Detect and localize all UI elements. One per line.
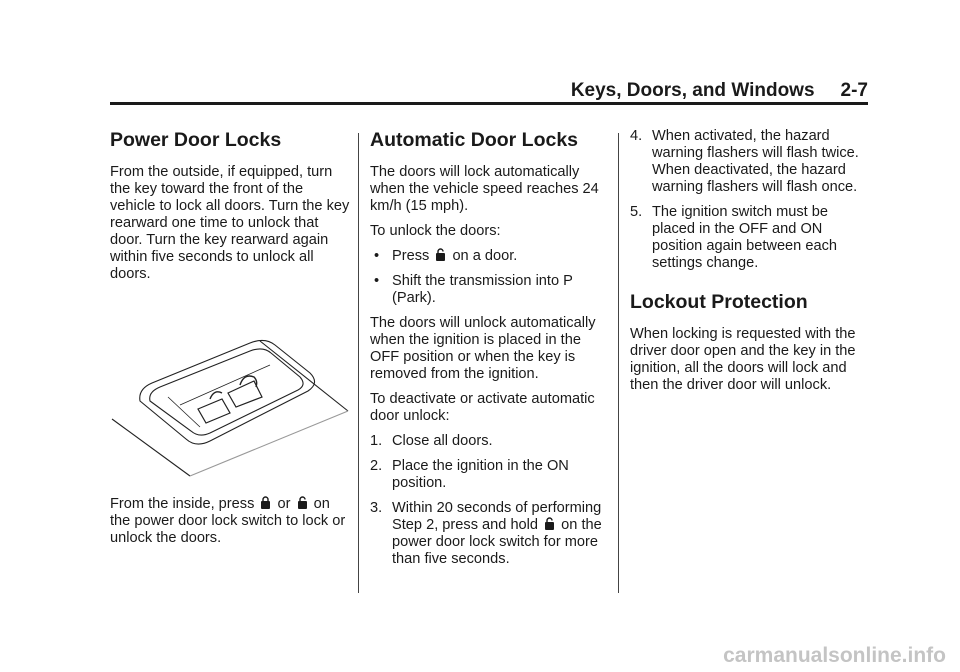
column-divider xyxy=(618,133,619,593)
list-item: 3. Within 20 seconds of performing Step 2, press and hold on the power door lock switch for more than five seconds. xyxy=(370,500,602,567)
door-lock-switch-illustration xyxy=(110,301,350,486)
list-item: • Shift the transmission into P (Park). xyxy=(374,273,573,306)
heading-power-door-locks: Power Door Locks xyxy=(110,129,282,151)
column-1 xyxy=(110,128,350,555)
list-item: 2. Place the ignition in the ON position. xyxy=(370,458,569,491)
column-3 xyxy=(630,128,870,402)
column-divider xyxy=(358,133,359,593)
paragraph: From the inside, press or on the power door lock switch to lock or unlock the doors. xyxy=(110,496,346,546)
header-rule xyxy=(110,102,868,105)
section-title: Keys, Doors, and Windows xyxy=(570,80,815,101)
heading-lockout-protection: Lockout Protection xyxy=(630,291,808,313)
lock-open-icon xyxy=(297,496,308,509)
paragraph: To unlock the doors: xyxy=(370,223,501,239)
list-item: 1. Close all doors. xyxy=(370,433,493,449)
paragraph: To deactivate or activate automatic door unlock: xyxy=(370,391,595,424)
paragraph: When locking is requested with the driver door open and the key in the ignition, all the doors will lock and then the driver door will unlock. xyxy=(630,326,856,393)
column-2 xyxy=(370,128,605,576)
lock-open-icon xyxy=(544,517,555,530)
watermark: carmanualsonline.info xyxy=(723,644,946,667)
paragraph: From the outside, if equipped, turn the key toward the front of the vehicle to lock all doors. Turn the key rearward one time to unlock that door. Turn the key rearward again within five seconds to unlock all doors. xyxy=(110,164,350,282)
list-item: 5. The ignition switch must be placed in the OFF and ON position again between each settings change. xyxy=(630,204,837,271)
lock-closed-icon xyxy=(260,496,271,509)
paragraph: The doors will unlock automatically when the ignition is placed in the OFF position or when the key is removed from the ignition. xyxy=(370,315,596,382)
heading-automatic-door-locks: Automatic Door Locks xyxy=(370,129,579,151)
paragraph: The doors will lock automatically when the vehicle speed reaches 24 km/h (15 mph). xyxy=(370,164,599,214)
list-item: • Press on a door. xyxy=(374,248,518,264)
list-item: 4. When activated, the hazard warning flashers will flash twice. When deactivated, the hazard warning flashers will flash once. xyxy=(630,128,859,195)
page-number: 2-7 xyxy=(840,80,868,101)
lock-open-icon xyxy=(435,248,446,261)
